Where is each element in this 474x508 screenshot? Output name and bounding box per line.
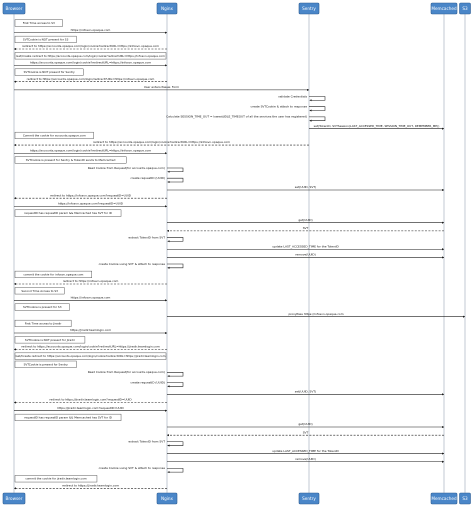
note [15, 353, 166, 360]
note [15, 475, 97, 482]
message [14, 77, 167, 82]
message-label: remove(UUID) [295, 456, 316, 461]
message [167, 422, 444, 427]
note-text: SVTCookie is present for S3 [22, 305, 62, 310]
participant-label: Browser [5, 6, 23, 11]
self-message-label: create Cookie using SVT & attach to response [98, 261, 165, 266]
note [15, 132, 94, 139]
message [14, 484, 167, 489]
participant-nginx-bottom [157, 493, 177, 504]
message-label: set(UUID, SVT) [294, 185, 317, 190]
message-label: redirect to https://accounts.opaque.com/login/cookie?redirectURL=https://infosvn.opaque.com [92, 140, 231, 145]
note-text: SVTCookie is NOT present for S3 [22, 37, 69, 42]
message-label: https://jiradir.teamlogin.com [69, 328, 112, 333]
message-label: https://infosvn.opaque.com [70, 295, 111, 300]
note-text: SVTCookie is present for Sentry & TokenID sends to Memcached [25, 157, 116, 162]
note [15, 69, 83, 76]
self-message [99, 262, 183, 268]
message [167, 390, 444, 395]
note-text: commit the cookie for jiradir.teamlogin.com [25, 476, 87, 481]
message [167, 244, 444, 249]
message-label: redirect to https://jiradir.teamlogin.com?requestID=UUID [49, 397, 132, 402]
participant-label: Nginx [160, 6, 174, 11]
message-label: https://infosvn.opaque.com [70, 27, 111, 32]
participant-label: Sentry [302, 6, 316, 11]
participant-sentry-bottom [299, 493, 319, 504]
participant-memcached-top [431, 3, 457, 14]
participants-top [3, 3, 471, 14]
self-message [128, 440, 183, 446]
participant-label: Browser [5, 496, 23, 501]
message-label: redirect to https://accounts.opaque.com/login/cookie?redirectURL=https://infosvn.opaque.com [21, 44, 160, 49]
message [14, 28, 167, 33]
note [15, 304, 69, 311]
self-message-label: Read Cookie from Request(for accounts.opaque.com) [87, 370, 165, 375]
self-message [128, 235, 183, 241]
message-label: https://infosvn.opaque.com?requestID=UUID [58, 201, 123, 206]
message-label: redirect to https://accounts.opaque.com/login/redirect?URL=https://infosvn.opaque.com [26, 76, 155, 81]
self-message-arrow [309, 117, 325, 121]
note [15, 36, 76, 43]
message [14, 328, 167, 333]
message [167, 457, 444, 462]
message [14, 85, 309, 90]
self-message-label: extract TokenID from SVT [128, 439, 165, 444]
message [14, 140, 309, 145]
self-message-arrow [309, 107, 325, 111]
note [15, 320, 71, 327]
message-label: proxyPass https://infosvn.opaque.com [288, 311, 344, 316]
participants-bottom [3, 493, 471, 504]
participant-label: Memcached [431, 6, 457, 11]
note-text: Commit the cookie for accounts.opaque.com [22, 133, 86, 138]
note [15, 287, 64, 294]
message [167, 312, 465, 317]
message-label: redirect to https://infosvn.opaque.com [62, 279, 119, 284]
message-label: SVT [302, 226, 309, 231]
note [15, 20, 63, 27]
note-text: requestID has requestID param && Memcached has SVT for ID [24, 415, 112, 420]
note-text: Second Time Access to S3 [21, 288, 58, 293]
diagram-steps [14, 20, 465, 489]
participant-sentry-top [299, 3, 319, 14]
message [309, 124, 444, 129]
note-text: First Time access to Jiradir [24, 321, 62, 326]
self-message [99, 466, 183, 472]
note [15, 52, 166, 59]
self-message [166, 115, 325, 121]
participant-label: Sentry [302, 496, 316, 501]
message-label: redirect to https://jiradir.teamlogin.com [62, 483, 119, 488]
participant-label: S3 [462, 6, 468, 11]
message [167, 253, 444, 258]
participant-browser-bottom [3, 493, 25, 504]
self-message-label: Calculate SESSION_TIME_OUT = lowest(IDLE_TIMEOUT of all the services the user has registered) [166, 114, 307, 119]
self-message-arrow [167, 178, 183, 182]
message [14, 398, 167, 403]
self-message [250, 104, 325, 110]
message-label: set(UUID, SVT) [294, 389, 317, 394]
note [15, 271, 92, 278]
message-label: https://jiradir.teamlogin.com?requestID=UUID [57, 405, 124, 410]
message [14, 61, 167, 66]
message-label: https://accounts.opaque.com/login/cookie?redirectURL=https://infosvn.opaque.com [29, 148, 152, 153]
message [167, 449, 444, 454]
note-text: SVTCookie is present for Sentry [23, 362, 68, 367]
self-message-label: create Cookie using SVT & attach to response [98, 466, 165, 471]
message [14, 148, 167, 153]
note [15, 361, 76, 368]
message [14, 44, 167, 49]
participant-label: S3 [462, 496, 468, 501]
participant-s3-bottom [460, 493, 471, 504]
self-message-label: extract TokenID from SVT [128, 235, 165, 240]
self-message-arrow [309, 96, 325, 100]
participant-nginx-top [157, 3, 177, 14]
self-message-label: validate Credentials [278, 94, 307, 99]
note [15, 336, 85, 343]
self-message-arrow [167, 168, 183, 172]
message [14, 202, 167, 207]
self-message-arrow [167, 442, 183, 446]
participant-memcached-bottom [431, 493, 457, 504]
message [14, 406, 167, 411]
message-label: get(UUID) [298, 422, 313, 427]
note-text: SVTCookie is NOT present for Sentry [23, 70, 75, 75]
participant-browser-top [3, 3, 25, 14]
message [167, 185, 444, 190]
note-text: First Time access to S3 [22, 21, 55, 26]
message-label: update LAST_ACCESSED_TIME for the TokenID [272, 244, 339, 249]
note-text: SVTCookie is NOT present for Jiradir [24, 337, 75, 342]
message [167, 226, 444, 231]
self-message [278, 94, 325, 100]
message-label: get(UUID) [298, 217, 313, 222]
self-message-arrow [167, 264, 183, 268]
note [15, 157, 126, 164]
note [15, 210, 121, 217]
participant-label: Memcached [431, 496, 457, 501]
self-message [130, 380, 183, 386]
note-text: commit the cookie for infosvn.opaque.com [23, 272, 84, 277]
note [15, 414, 121, 421]
message [14, 193, 167, 198]
self-message-label: create requestID (UUID) [130, 175, 165, 180]
self-message [88, 370, 183, 376]
note-text: Get/Create redirect to https://accounts.opaque.com/login/cookie?redirectURL=https://infosvn.opaque.com [16, 53, 165, 58]
message-label: set(TokenID, SVTSession(LAST_ACCESSED_TIME, SESSION_TIME_OUT, REMEMBER_ME)) [313, 123, 440, 128]
message-label: SVT [302, 430, 309, 435]
self-message-arrow [167, 468, 183, 472]
self-message [88, 166, 183, 172]
message [14, 345, 167, 350]
self-message [130, 176, 183, 182]
message [14, 279, 167, 284]
message [167, 218, 444, 223]
lifelines [14, 14, 465, 493]
self-message-arrow [167, 237, 183, 241]
message-label: redirect to https://infosvn.opaque.com?requestID=UUID [50, 193, 131, 198]
message-label: https://accounts.opaque.com/login/cookie?redirectURL=https://infosvn.opaque.com [29, 60, 152, 65]
note-text: requestID has requestID param && Memcached has SVT for ID [24, 211, 112, 216]
self-message-label: Read Cookie from Request(for accounts.opaque.com) [87, 165, 165, 170]
message [14, 296, 167, 301]
participant-label: Nginx [160, 496, 174, 501]
message-label: User enters Passw. Form [143, 85, 180, 90]
self-message-label: create SVTCookie & attach to response [250, 104, 307, 109]
participant-s3-top [460, 3, 471, 14]
self-message-arrow [167, 372, 183, 376]
message [167, 430, 444, 435]
self-message-label: create requestID (UUID) [130, 380, 165, 385]
message-label: redirect to https://accounts.opaque.com/login/cookie?redirectURL=https://jiradir.teamlogin.com [21, 344, 160, 349]
message-label: update LAST_ACCESSED_TIME for the TokenID [272, 448, 339, 453]
message-label: remove(UUID) [295, 252, 316, 257]
note-text: Get/Create redirect to https://accounts.opaque.com/login/cookie?redirectURL=https://jiradir.teamlogin.com [15, 354, 166, 359]
self-message-arrow [167, 383, 183, 387]
